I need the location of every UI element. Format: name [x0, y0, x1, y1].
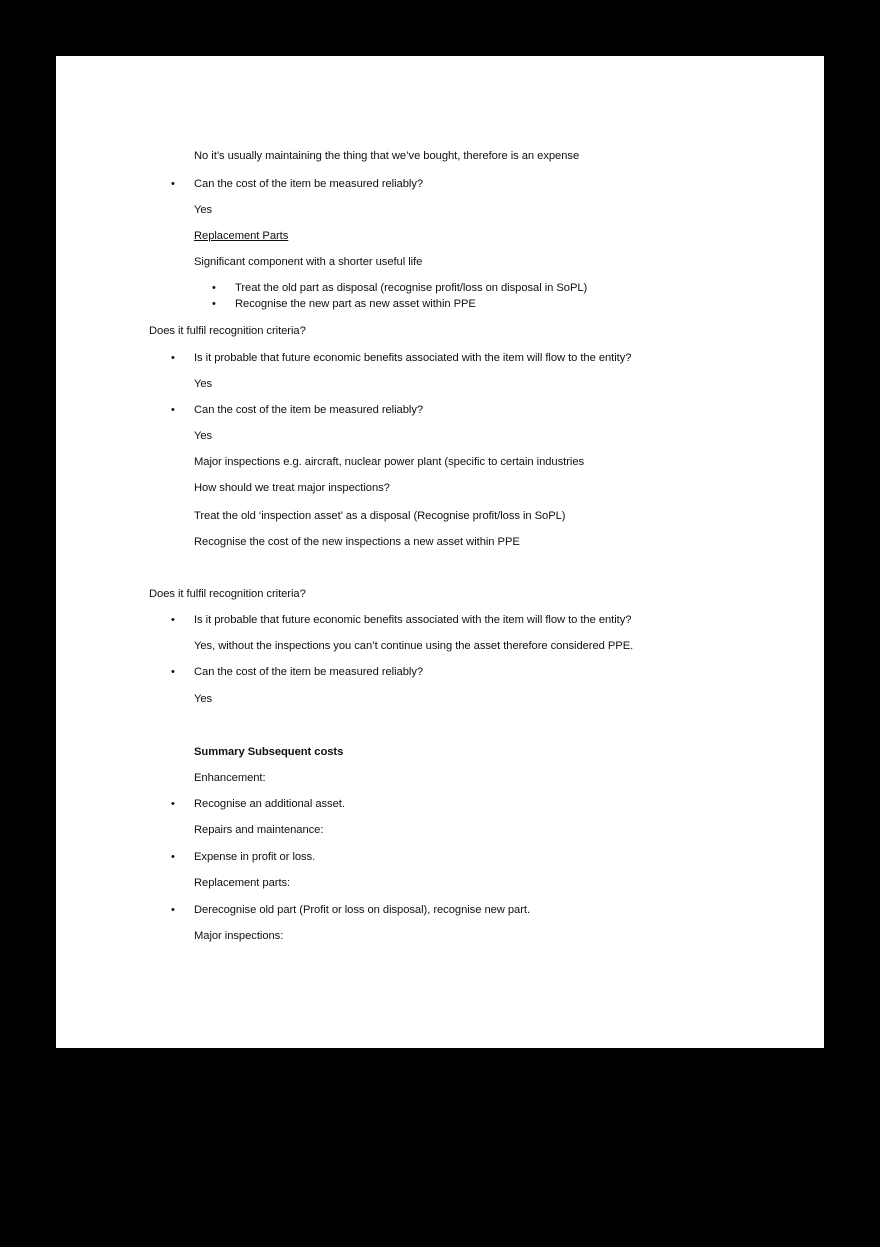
- paragraph: Yes: [194, 204, 213, 216]
- paragraph: Does it fulfil recognition criteria?: [149, 325, 306, 337]
- bullet-icon: •: [171, 614, 175, 626]
- bullet-icon: •: [171, 666, 175, 678]
- paragraph: No it’s usually maintaining the thing that we’ve bought, therefore is an expense: [194, 150, 580, 162]
- paragraph: Recognise the cost of the new inspections a new asset within PPE: [194, 536, 520, 548]
- bullet-item: Treat the old part as disposal (recognise profit/loss on disposal in SoPL): [235, 282, 588, 294]
- bullet-item: Recognise the new part as new asset within PPE: [235, 298, 476, 310]
- bullet-item: Can the cost of the item be measured reliably?: [194, 404, 424, 416]
- bullet-item: Recognise an additional asset.: [194, 798, 345, 810]
- section-heading-replacement-parts: Replacement Parts: [194, 230, 289, 242]
- paragraph: How should we treat major inspections?: [194, 482, 390, 494]
- paragraph: Significant component with a shorter useful life: [194, 256, 423, 268]
- bullet-icon: •: [171, 851, 175, 863]
- paragraph: Treat the old ‘inspection asset’ as a disposal (Recognise profit/loss in SoPL): [194, 510, 566, 522]
- bullet-item: Derecognise old part (Profit or loss on disposal), recognise new part.: [194, 904, 531, 916]
- paragraph: Repairs and maintenance:: [194, 824, 324, 836]
- document-page: [56, 56, 824, 1048]
- paragraph: Yes, without the inspections you can’t continue using the asset therefore considered PPE.: [194, 640, 634, 652]
- paragraph: Does it fulfil recognition criteria?: [149, 588, 306, 600]
- summary-heading: Summary Subsequent costs: [194, 746, 344, 758]
- bullet-icon: •: [171, 798, 175, 810]
- bullet-item: Is it probable that future economic benefits associated with the item will flow to the entity?: [194, 614, 632, 626]
- paragraph: Yes: [194, 430, 213, 442]
- bullet-icon: •: [171, 178, 175, 190]
- bullet-icon: •: [212, 282, 216, 294]
- bullet-icon: •: [171, 904, 175, 916]
- bullet-icon: •: [171, 352, 175, 364]
- paragraph: Enhancement:: [194, 772, 266, 784]
- bullet-item: Is it probable that future economic benefits associated with the item will flow to the entity?: [194, 352, 632, 364]
- bullet-item: Expense in profit or loss.: [194, 851, 316, 863]
- bullet-icon: •: [171, 404, 175, 416]
- paragraph: Replacement parts:: [194, 877, 291, 889]
- paragraph: Major inspections:: [194, 930, 284, 942]
- paragraph: Major inspections e.g. aircraft, nuclear power plant (specific to certain industries: [194, 456, 585, 468]
- paragraph: Yes: [194, 693, 213, 705]
- paragraph: Yes: [194, 378, 213, 390]
- bullet-item: Can the cost of the item be measured reliably?: [194, 178, 424, 190]
- bullet-item: Can the cost of the item be measured reliably?: [194, 666, 424, 678]
- bullet-icon: •: [212, 298, 216, 310]
